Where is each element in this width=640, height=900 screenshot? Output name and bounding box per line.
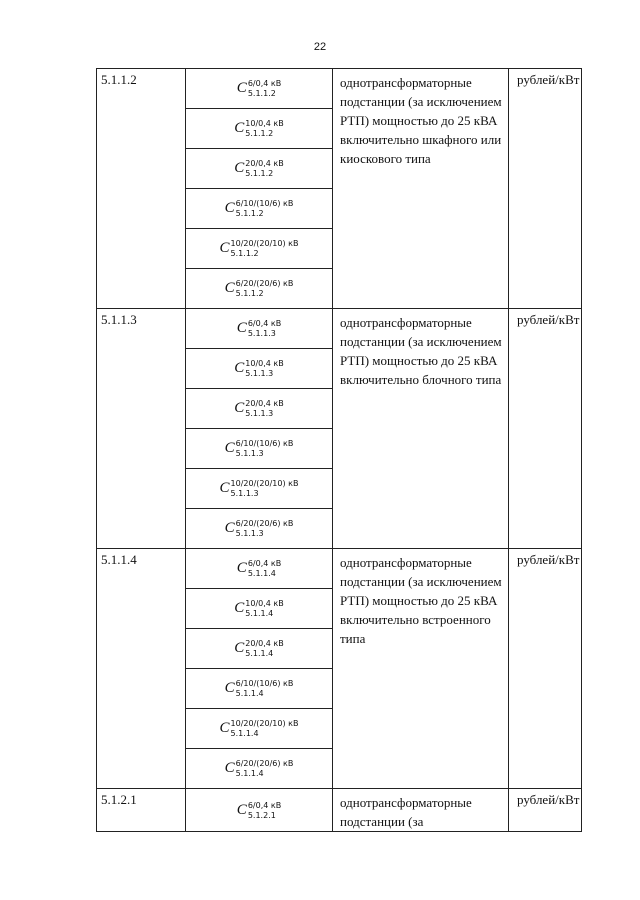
- formula-superscript: 10/0,4 кВ: [245, 599, 284, 608]
- formula-symbol: C: [234, 160, 245, 176]
- formula-subscript: 5.1.1.4: [235, 769, 264, 778]
- formula-subscript: 5.1.2.1: [247, 810, 276, 820]
- formula-indices: [236, 279, 294, 298]
- formula-subscript: 5.1.1.4: [245, 649, 274, 658]
- formula-indices: [248, 319, 281, 338]
- formula-superscript: 10/0,4 кВ: [245, 119, 284, 128]
- formula-superscript: 6/0,4 кВ: [247, 319, 282, 328]
- rate-formula-cell: [186, 69, 333, 109]
- formula-subscript: 5.1.1.4: [235, 689, 264, 698]
- formula-superscript: 6/0,4 кВ: [247, 79, 282, 88]
- formula-superscript: 6/10/(10/6) кВ: [235, 439, 294, 448]
- formula-indices: [245, 599, 283, 618]
- rate-formula: [234, 119, 283, 138]
- rate-formula: [225, 439, 294, 458]
- formula-subscript: 5.1.1.4: [245, 609, 274, 618]
- formula-subscript: 5.1.1.3: [247, 329, 276, 338]
- formula-indices: [248, 801, 281, 820]
- page-number: 22: [313, 41, 327, 53]
- table-row: [97, 549, 582, 589]
- formula-superscript: 6/10/(10/6) кВ: [235, 679, 294, 688]
- formula-subscript: 5.1.1.2: [245, 169, 274, 178]
- rate-formula-cell: [186, 669, 333, 709]
- rate-formula-cell: [186, 309, 333, 349]
- item-code: 5.1.1.2: [97, 69, 186, 309]
- rate-formula: [237, 79, 281, 98]
- formula-symbol: C: [219, 240, 230, 256]
- formula-indices: [248, 79, 281, 98]
- rate-formula-cell: [186, 269, 333, 309]
- formula-symbol: C: [224, 200, 235, 216]
- item-description: однотрансформаторные подстанции (за исключением РТП) мощностью до 25 кВА включительно шкафного или киоскового типа: [333, 69, 509, 309]
- rate-formula: [234, 159, 283, 178]
- rate-formula: [225, 759, 294, 778]
- formula-indices: [245, 159, 283, 178]
- rate-formula: [220, 239, 299, 258]
- formula-subscript: 5.1.1.2: [245, 129, 274, 138]
- formula-indices: [231, 719, 299, 738]
- formula-superscript: 10/0,4 кВ: [245, 359, 284, 368]
- rate-formula-cell: [186, 349, 333, 389]
- formula-subscript: 5.1.1.3: [230, 489, 259, 498]
- formula-superscript: 20/0,4 кВ: [245, 159, 284, 168]
- formula-superscript: 20/0,4 кВ: [245, 639, 284, 648]
- formula-subscript: 5.1.1.3: [245, 369, 274, 378]
- rate-formula-cell: [186, 229, 333, 269]
- formula-symbol: C: [219, 480, 230, 496]
- table-row: [97, 69, 582, 109]
- formula-indices: [245, 639, 283, 658]
- item-unit: рублей/кВт: [509, 789, 582, 832]
- formula-symbol: C: [224, 520, 235, 536]
- item-code: 5.1.2.1: [97, 789, 186, 832]
- item-unit: рублей/кВт: [509, 309, 582, 549]
- rate-formula: [234, 359, 283, 378]
- rate-formula: [234, 399, 283, 418]
- item-unit: рублей/кВт: [509, 549, 582, 789]
- formula-subscript: 5.1.1.4: [230, 729, 259, 738]
- rate-formula-cell: [186, 629, 333, 669]
- formula-indices: [236, 519, 294, 538]
- formula-superscript: 6/0,4 кВ: [247, 559, 282, 568]
- rate-formula-cell: [186, 589, 333, 629]
- formula-subscript: 5.1.1.3: [235, 449, 264, 458]
- formula-subscript: 5.1.1.4: [247, 569, 276, 578]
- item-description: однотрансформаторные подстанции (за исключением РТП) мощностью до 25 кВА включительно блочного типа: [333, 309, 509, 549]
- formula-superscript: 6/10/(10/6) кВ: [235, 199, 294, 208]
- rate-formula: [234, 639, 283, 658]
- rate-formula: [234, 599, 283, 618]
- rate-formula: [220, 479, 299, 498]
- formula-symbol: C: [224, 280, 235, 296]
- formula-symbol: C: [224, 760, 235, 776]
- formula-indices: [236, 439, 294, 458]
- item-code: 5.1.1.4: [97, 549, 186, 789]
- formula-subscript: 5.1.1.3: [235, 529, 264, 538]
- formula-symbol: C: [236, 320, 247, 336]
- formula-indices: [236, 759, 294, 778]
- rate-formula-cell: [186, 549, 333, 589]
- formula-symbol: C: [224, 440, 235, 456]
- rate-formula-cell: [186, 149, 333, 189]
- rate-formula: [237, 319, 281, 338]
- formula-superscript: 6/20/(20/6) кВ: [235, 279, 294, 288]
- formula-symbol: C: [224, 680, 235, 696]
- table-row: [97, 309, 582, 349]
- formula-subscript: 5.1.1.3: [245, 409, 274, 418]
- formula-indices: [231, 239, 299, 258]
- rate-formula-cell: [186, 189, 333, 229]
- rate-formula: [220, 719, 299, 738]
- formula-superscript: 10/20/(20/10) кВ: [230, 719, 299, 728]
- formula-indices: [236, 679, 294, 698]
- formula-symbol: C: [219, 720, 230, 736]
- rate-formula-cell: [186, 509, 333, 549]
- formula-symbol: C: [234, 360, 245, 376]
- rate-formula: [237, 559, 281, 578]
- rate-formula: [225, 279, 294, 298]
- rate-formula: [225, 519, 294, 538]
- formula-subscript: 5.1.1.2: [235, 209, 264, 218]
- tariff-table-body: [97, 69, 582, 832]
- formula-symbol: C: [236, 801, 247, 818]
- formula-indices: [245, 359, 283, 378]
- formula-indices: [245, 399, 283, 418]
- formula-superscript: 6/0,4 кВ: [247, 800, 282, 810]
- item-description: однотрансформаторные подстанции (за исключением РТП) мощностью до 25 кВА включительно встроенного типа: [333, 549, 509, 789]
- item-description: однотрансформаторные подстанции (за: [333, 789, 509, 832]
- formula-symbol: C: [234, 120, 245, 136]
- formula-indices: [248, 559, 281, 578]
- rate-formula-cell: [186, 109, 333, 149]
- formula-superscript: 10/20/(20/10) кВ: [230, 239, 299, 248]
- formula-symbol: C: [236, 560, 247, 576]
- formula-subscript: 5.1.1.2: [247, 89, 276, 98]
- rate-formula: [237, 801, 281, 820]
- rate-formula-cell: [186, 749, 333, 789]
- formula-symbol: C: [234, 600, 245, 616]
- formula-symbol: C: [236, 80, 247, 96]
- formula-subscript: 5.1.1.2: [230, 249, 259, 258]
- formula-superscript: 20/0,4 кВ: [245, 399, 284, 408]
- formula-symbol: C: [234, 640, 245, 656]
- item-unit: рублей/кВт: [509, 69, 582, 309]
- formula-subscript: 5.1.1.2: [235, 289, 264, 298]
- rate-formula: [225, 679, 294, 698]
- tariff-table: [96, 68, 582, 832]
- formula-indices: [245, 119, 283, 138]
- item-code: 5.1.1.3: [97, 309, 186, 549]
- rate-formula-cell: [186, 389, 333, 429]
- formula-indices: [236, 199, 294, 218]
- rate-formula-cell: [186, 789, 333, 832]
- formula-superscript: 6/20/(20/6) кВ: [235, 759, 294, 768]
- rate-formula: [225, 199, 294, 218]
- formula-superscript: 10/20/(20/10) кВ: [230, 479, 299, 488]
- table-row: [97, 789, 582, 832]
- rate-formula-cell: [186, 709, 333, 749]
- formula-superscript: 6/20/(20/6) кВ: [235, 519, 294, 528]
- rate-formula-cell: [186, 469, 333, 509]
- formula-symbol: C: [234, 400, 245, 416]
- formula-indices: [231, 479, 299, 498]
- rate-formula-cell: [186, 429, 333, 469]
